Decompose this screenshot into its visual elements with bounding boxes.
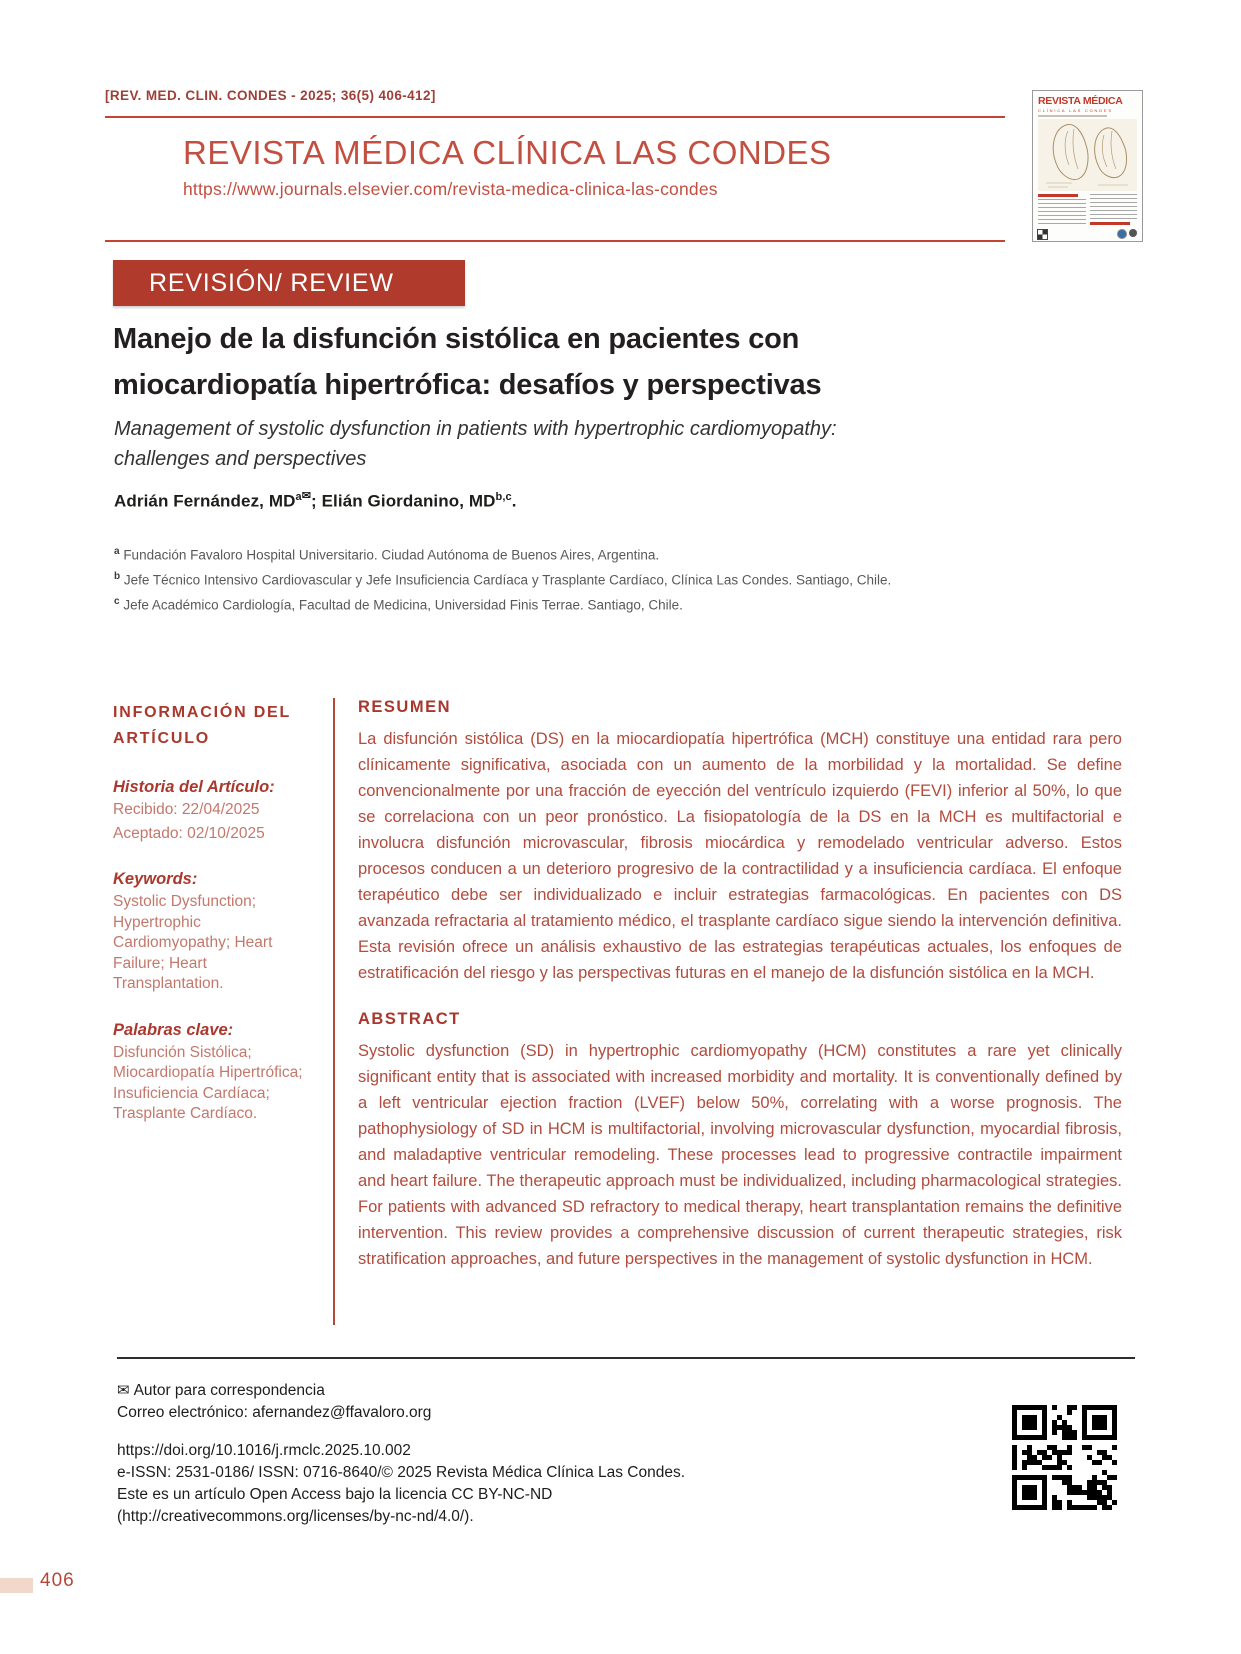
- abstracts-column: [358, 698, 1122, 1272]
- article-info-sidebar: [113, 700, 315, 1125]
- journal-url-link[interactable]: https://www.journals.elsevier.com/revista-medica-clinica-las-condes: [183, 179, 718, 199]
- citation: [REV. MED. CLIN. CONDES - 2025; 36(5) 406-412]: [105, 88, 436, 103]
- authors-line: [114, 490, 517, 512]
- doi-link[interactable]: https://doi.org/10.1016/j.rmclc.2025.10.002: [117, 1442, 411, 1459]
- author-2-affiliation-sup: b,c: [495, 491, 512, 503]
- author-1-affiliation-sup: a: [295, 491, 302, 503]
- received-date: Recibido: 22/04/2025: [113, 801, 260, 818]
- page-number: 406: [40, 1570, 75, 1591]
- accepted-date: Aceptado: 02/10/2025: [113, 824, 265, 842]
- page-number-bar: [0, 1578, 33, 1593]
- author-1: Adrián Fernández, MD: [114, 491, 296, 511]
- license-url[interactable]: (http://creativecommons.org/licenses/by-nc-nd/4.0/).: [117, 1508, 474, 1525]
- doi-block: [117, 1440, 685, 1528]
- cover-logo: [1117, 229, 1127, 239]
- article-title-en-line2: challenges and perspectives: [114, 448, 367, 470]
- authors-end: .: [511, 491, 517, 511]
- correspondence-block: [117, 1380, 431, 1424]
- abstract-heading: ABSTRACT: [358, 1010, 461, 1028]
- article-title-es: [113, 316, 821, 408]
- envelope-icon: ✉: [301, 490, 312, 502]
- keywords-label: Keywords:: [113, 870, 198, 888]
- qr-code: [1012, 1405, 1117, 1510]
- cover-toc-lines: [1090, 194, 1138, 220]
- correspondence-line: ✉ Autor para correspondencia: [117, 1382, 325, 1399]
- header-rule-bottom: [105, 240, 1005, 242]
- affiliations: [114, 541, 1014, 616]
- license-line: Este es un artículo Open Access bajo la licencia CC BY-NC-ND: [117, 1486, 553, 1503]
- article-title-en-line1: Management of systolic dysfunction in patients with hypertrophic cardiomyopathy:: [114, 418, 837, 440]
- abstract-paragraph: Systolic dysfunction (SD) in hypertrophic cardiomyopathy (HCM) constitutes a rare yet clinically significant entity that is associated with increased morbidity and mortality. It is conventionally defined by a left ventricular ejection fraction (LVEF) below 50%, correlating with a worse prognosis. The pathophysiology of SD in HCM is multifactorial, involving microvascular dysfunction, myocardial fibrosis, and maladaptive ventricular remodeling. These processes lead to progressive contractile impairment and heart failure. The therapeutic approach must be individualized, including pharmacological strategies. For patients with advanced SD refractory to medical therapy, heart transplantation remains the definitive intervention. This review provides a comprehensive discussion of current therapeutic strategies, risk stratification approaches, and future perspectives in the management of systolic dysfunction in HCM.: [358, 1042, 1122, 1268]
- resumen-heading: RESUMEN: [358, 698, 452, 716]
- palabras-clave-label: Palabras clave:: [113, 1020, 234, 1039]
- column-divider: [333, 698, 335, 1325]
- header-rule-top: [105, 116, 1005, 118]
- author-2: Elián Giordanino, MD: [321, 491, 496, 511]
- cover-title: REVISTA MÉDICA: [1038, 95, 1123, 107]
- cover-toc-heading: [1090, 222, 1130, 225]
- keywords-list: Systolic Dysfunction; Hypertrophic Cardiomyopathy; Heart Failure; Heart Transplantation.: [113, 893, 273, 992]
- article-title-en: [114, 414, 837, 474]
- cover-subtitle: CLÍNICA LAS CONDES: [1038, 108, 1113, 113]
- journal-masthead: [183, 134, 832, 200]
- heart-sketch-image: [1038, 119, 1137, 191]
- cover-meta-line: [1038, 115, 1107, 117]
- affiliation-c: $^c$ Jefe Académico Cardiología, Facultad de Medicina, Universidad Finis Terrae. Santiago, Chile.: [114, 596, 683, 613]
- affiliation-b: $^b$ Jefe Técnico Intensivo Cardiovascular y Jefe Insuficiencia Cardíaca y Trasplante Cardíaco, Clínica Las Condes. Santiago, Chile.: [114, 571, 892, 588]
- journal-cover-thumbnail: [1032, 90, 1143, 242]
- article-title-es-line2: miocardiopatía hipertrófica: desafíos y perspectivas: [113, 369, 822, 401]
- palabras-clave-list: Disfunción Sistólica; Miocardiopatía Hipertrófica; Insuficiencia Cardíaca; Trasplante Cardíaco.: [113, 1043, 303, 1122]
- affiliation-a: $^a$ Fundación Favaloro Hospital Universitario. Ciudad Autónoma de Buenos Aires, Argentina.: [114, 546, 660, 563]
- history-label: Historia del Artículo:: [113, 778, 275, 796]
- envelope-icon: ✉: [117, 1382, 130, 1399]
- section-badge: REVISIÓN/ REVIEW: [113, 260, 465, 306]
- email-line[interactable]: Correo electrónico: afernandez@ffavaloro.org: [117, 1404, 432, 1421]
- resumen-paragraph: La disfunción sistólica (DS) en la miocardiopatía hipertrófica (MCH) constituye una entidad rara pero clínicamente significativa, asociada con un aumento de la morbilidad y la mortalidad. Se define convencionalmente por una fracción de eyección del ventrículo izquierdo (FEVI) inferior al 50%, lo que se correlaciona con un peor pronóstico. La fisiopatología de la DS en la MCH es multifactorial e involucra disfunción microvascular, fibrosis miocárdica y remodelado ventricular adverso. Estos procesos conducen a un deterioro progresivo de la contractilidad y a insuficiencia cardíaca. El enfoque terapéutico debe ser individualizado e incluir estrategias farmacológicas. En pacientes con DS avanzada refractaria al tratamiento médico, el trasplante cardíaco sigue siendo la intervención definitiva. Esta revisión ofrece un análisis exhaustivo de las estrategias terapéuticas actuales, los enfoques de estratificación del riesgo y las perspectivas futuras en el manejo de la disfunción sistólica en la MCH.: [358, 730, 1122, 982]
- article-info-heading: INFORMACIÓN DEL ARTÍCULO: [113, 704, 291, 747]
- cover-toc-heading: [1038, 194, 1078, 197]
- journal-title: REVISTA MÉDICA CLÍNICA LAS CONDES: [183, 134, 832, 171]
- issn-line: e-ISSN: 2531-0186/ ISSN: 0716-8640/© 2025 Revista Médica Clínica Las Condes.: [117, 1464, 686, 1481]
- article-title-es-line1: Manejo de la disfunción sistólica en pacientes con: [113, 323, 800, 355]
- cover-logo: [1129, 229, 1137, 237]
- footer-rule: [117, 1357, 1135, 1359]
- cover-contents: [1038, 194, 1137, 227]
- cover-toc-lines: [1038, 199, 1086, 225]
- cover-qr-code: [1038, 230, 1047, 239]
- authors-separator: ;: [311, 491, 322, 511]
